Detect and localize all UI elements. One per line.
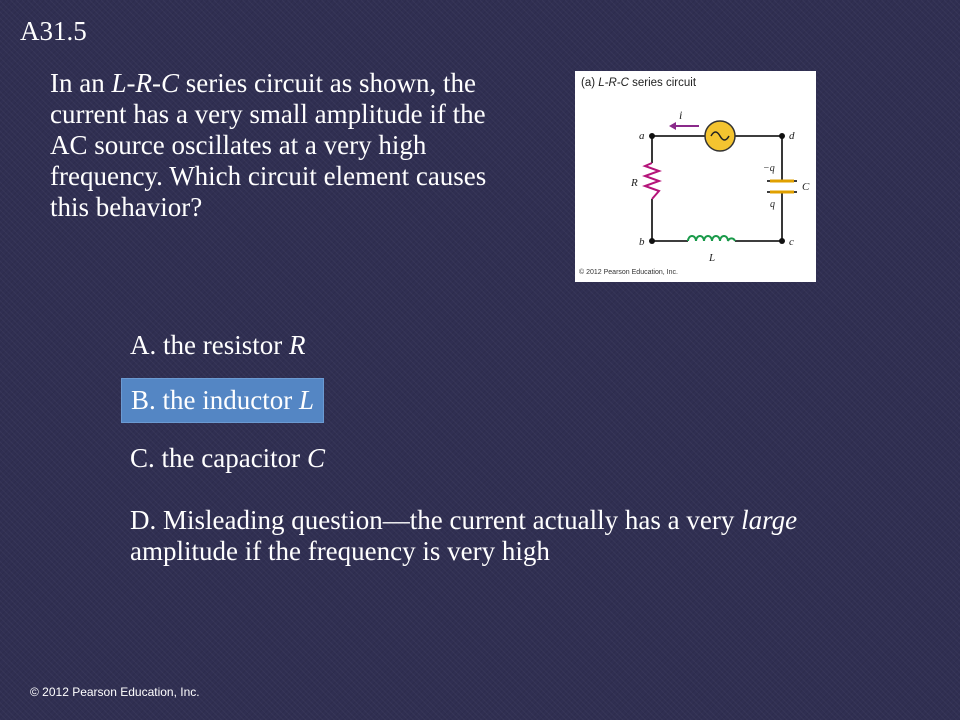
answer-option-c[interactable]: C. the capacitor C bbox=[130, 443, 325, 473]
answer-option-d[interactable]: D. Misleading question—the current actually has a very large amplitude if the frequency is very high bbox=[130, 505, 798, 566]
node-d-dot bbox=[779, 133, 785, 139]
node-d-label: d bbox=[789, 130, 795, 142]
resistor-icon bbox=[645, 163, 659, 199]
node-b-dot bbox=[649, 238, 655, 244]
current-label: i bbox=[679, 108, 683, 122]
current-arrow-icon bbox=[669, 122, 699, 130]
circuit-figure bbox=[575, 71, 816, 282]
charge-bottom-label: q bbox=[770, 199, 775, 210]
answer-option-b-highlighted[interactable]: B. the inductor L bbox=[121, 378, 324, 423]
inductor-icon bbox=[688, 236, 735, 241]
capacitor-icon bbox=[770, 181, 794, 192]
ac-source-icon bbox=[705, 121, 735, 151]
answer-option-a[interactable]: A. the resistor R bbox=[130, 330, 306, 360]
charge-top-label: −q bbox=[763, 163, 775, 174]
capacitor-label: C bbox=[802, 181, 810, 193]
figure-label: (a) L-R-C series circuit bbox=[581, 77, 697, 89]
node-c-label: c bbox=[789, 236, 794, 248]
resistor-label: R bbox=[631, 177, 638, 189]
node-b-label: b bbox=[639, 236, 645, 248]
node-a-dot bbox=[649, 133, 655, 139]
node-c-dot bbox=[779, 238, 785, 244]
footer-copyright: © 2012 Pearson Education, Inc. bbox=[30, 685, 200, 699]
circuit-wires bbox=[652, 136, 797, 241]
node-a-label: a bbox=[639, 130, 645, 142]
inductor-label: L bbox=[709, 252, 716, 264]
slide-number: A31.5 bbox=[20, 16, 87, 46]
figure-copyright: © 2012 Pearson Education, Inc. bbox=[579, 269, 678, 276]
question-text: In an L-R-C series circuit as shown, the current has a very small amplitude if the AC source oscillates at a very high frequency. Which circuit element causes this behavior? bbox=[50, 68, 487, 222]
